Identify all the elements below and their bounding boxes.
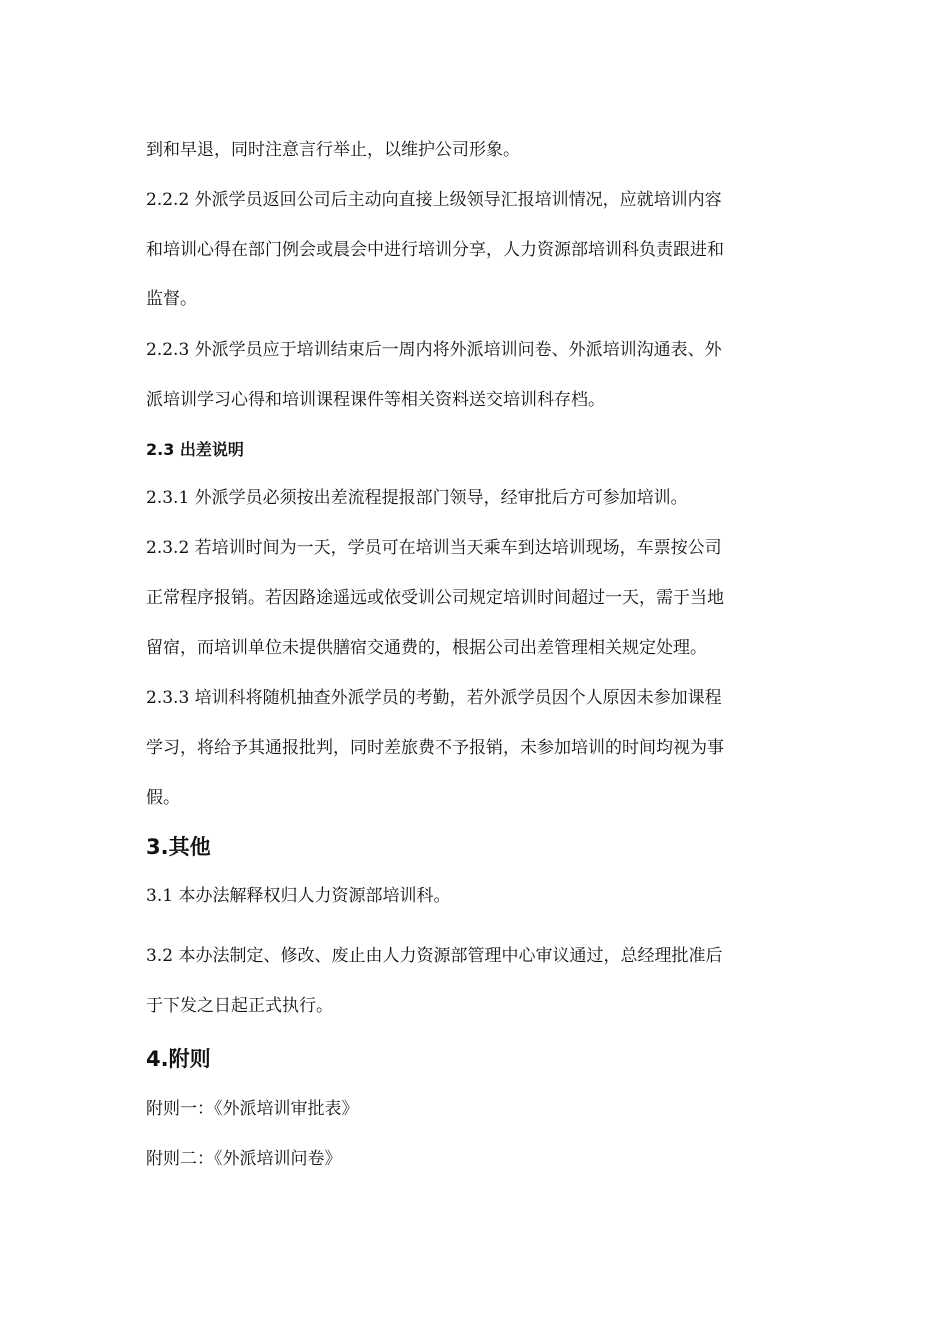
paragraph-line: 3.2 本办法制定、修改、废止由人力资源部管理中心审议通过，总经理批准后 bbox=[146, 946, 723, 966]
paragraph-line: 于下发之日起正式执行。 bbox=[146, 996, 333, 1016]
paragraph-line: 留宿，而培训单位未提供膳宿交通费的，根据公司出差管理相关规定处理。 bbox=[146, 638, 707, 658]
paragraph-line: 正常程序报销。若因路途遥远或依受训公司规定培训时间超过一天，需于当地 bbox=[146, 588, 724, 608]
paragraph-line: 和培训心得在部门例会或晨会中进行培训分享，人力资源部培训科负责跟进和 bbox=[146, 240, 724, 260]
section-heading-4: 4.附则 bbox=[146, 1047, 211, 1071]
paragraph-line: 假。 bbox=[146, 788, 180, 808]
appendix-item-2: 附则二：《外派培训问卷》 bbox=[146, 1149, 342, 1169]
appendix-item-1: 附则一：《外派培训审批表》 bbox=[146, 1099, 359, 1119]
paragraph-line: 派培训学习心得和培训课程课件等相关资料送交培训科存档。 bbox=[146, 390, 605, 410]
paragraph-line: 3.1 本办法解释权归人力资源部培训科。 bbox=[146, 886, 451, 906]
paragraph-line: 到和早退，同时注意言行举止，以维护公司形象。 bbox=[146, 140, 520, 160]
paragraph-line: 监督。 bbox=[146, 289, 197, 309]
paragraph-line: 2.2.2 外派学员返回公司后主动向直接上级领导汇报培训情况，应就培训内容 bbox=[146, 190, 722, 210]
paragraph-line: 2.2.3 外派学员应于培训结束后一周内将外派培训问卷、外派培训沟通表、外 bbox=[146, 340, 722, 360]
paragraph-line: 2.3.1 外派学员必须按出差流程提报部门领导，经审批后方可参加培训。 bbox=[146, 488, 688, 508]
section-heading-2-3: 2.3 出差说明 bbox=[146, 440, 244, 459]
paragraph-line: 学习，将给予其通报批判，同时差旅费不予报销，未参加培训的时间均视为事 bbox=[146, 738, 724, 758]
section-heading-3: 3.其他 bbox=[146, 835, 211, 859]
paragraph-line: 2.3.2 若培训时间为一天，学员可在培训当天乘车到达培训现场，车票按公司 bbox=[146, 538, 722, 558]
paragraph-line: 2.3.3 培训科将随机抽查外派学员的考勤，若外派学员因个人原因未参加课程 bbox=[146, 688, 722, 708]
